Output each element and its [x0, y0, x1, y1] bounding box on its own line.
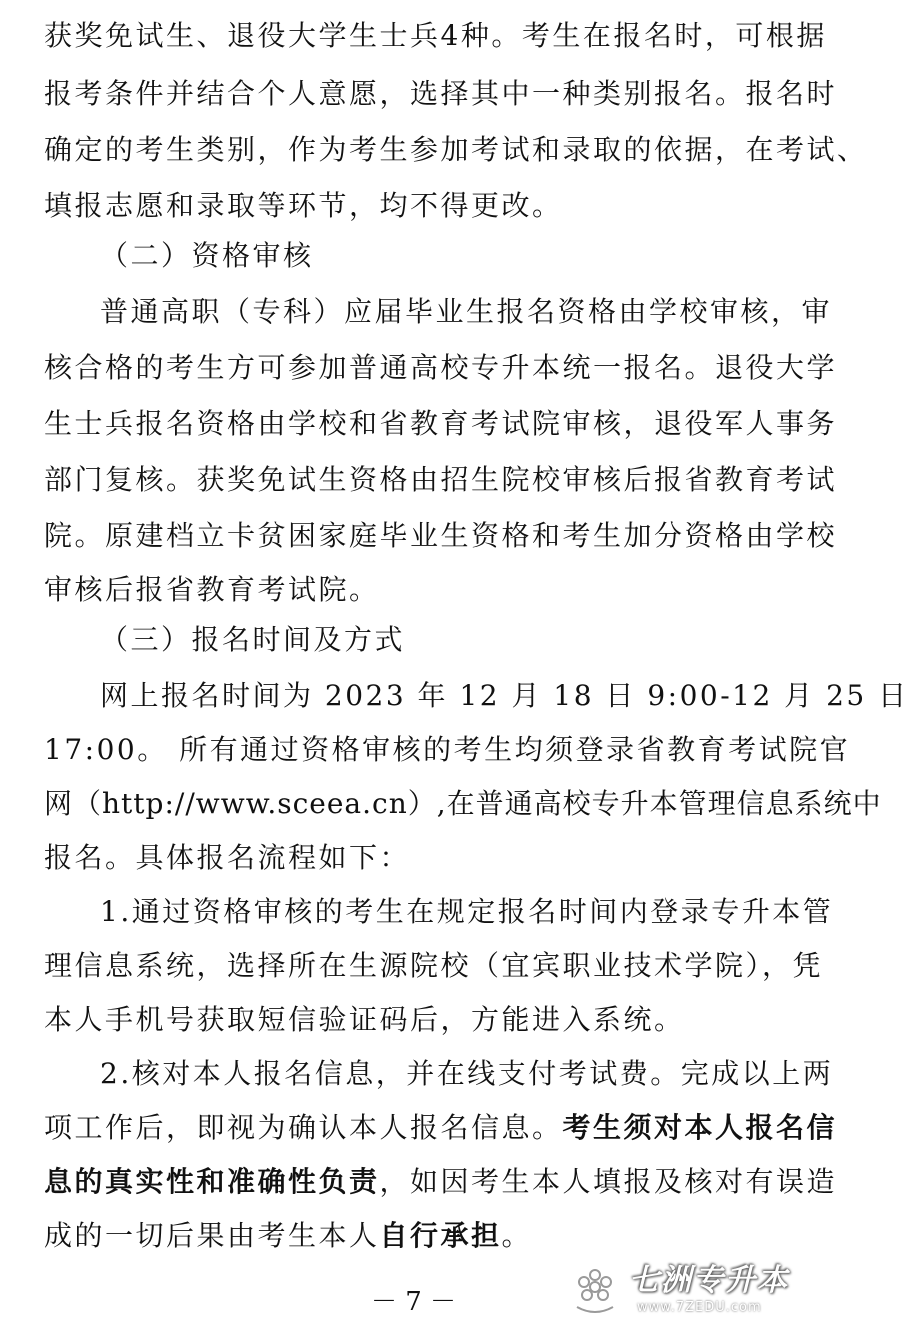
paragraph-4-line-1: 1.通过资格审核的考生在规定报名时间内登录专升本管	[100, 895, 834, 928]
paragraph-4-line-3: 本人手机号获取短信验证码后，方能进入系统。	[44, 1003, 685, 1036]
paragraph-2-line-6: 审核后报省教育考试院。	[44, 573, 380, 606]
paragraph-1-line-2: 报考条件并结合个人意愿，选择其中一种类别报名。报名时	[44, 77, 838, 110]
paragraph-1-line-4: 填报志愿和录取等环节，均不得更改。	[44, 189, 563, 222]
paragraph-5-line-4-text: 成的一切后果由考生本人	[44, 1219, 380, 1252]
section-heading-registration-time: （三）报名时间及方式	[100, 623, 406, 656]
paragraph-4-line-2: 理信息系统，选择所在生源院校（宜宾职业技术学院），凭	[44, 949, 824, 982]
watermark	[567, 1261, 817, 1321]
paragraph-5-line-1: 2.核对本人报名信息，并在线支付考试费。完成以上两	[100, 1057, 834, 1090]
paragraph-3-line-1: 网上报名时间为 2023 年 12 月 18 日 9:00-12 月 25 日	[100, 679, 909, 712]
paragraph-5-line-2-emphasis: 考生须对本人报名信	[562, 1111, 838, 1144]
paragraph-3-line-2: 17:00。 所有通过资格审核的考生均须登录省教育考试院官	[44, 733, 851, 766]
paragraph-1-line-3: 确定的考生类别，作为考生参加考试和录取的依据，在考试、	[44, 133, 868, 166]
flower-logo-icon	[567, 1263, 623, 1319]
paragraph-3-line-3: 网（http://www.sceea.cn）,在普通高校专升本管理信息系统中	[44, 787, 882, 820]
paragraph-5-line-3-text: ，如因考生本人填报及核对有误造	[379, 1165, 838, 1198]
paragraph-2-line-3: 生士兵报名资格由学校和省教育考试院审核，退役军人事务	[44, 407, 838, 440]
page-number: － 7 －	[370, 1287, 457, 1317]
section-heading-qualification-review: （二）资格审核	[100, 239, 314, 272]
paragraph-2-line-1: 普通高职（专科）应届毕业生报名资格由学校审核，审	[100, 295, 833, 328]
paragraph-5-line-3	[44, 1162, 837, 1202]
paragraph-5-line-4	[44, 1216, 532, 1256]
paragraph-5-line-2-text: 项工作后，即视为确认本人报名信息。	[44, 1111, 563, 1144]
paragraph-5-line-3-emphasis: 息的真实性和准确性负责	[44, 1165, 380, 1198]
paragraph-5-line-2	[44, 1108, 837, 1148]
paragraph-1-line-1: 获奖免试生、退役大学生士兵4种。考生在报名时，可根据	[44, 19, 827, 52]
watermark-brand: 七洲专升本	[629, 1263, 789, 1298]
paragraph-5-line-4-emphasis: 自行承担	[379, 1219, 502, 1252]
paragraph-2-line-2: 核合格的考生方可参加普通高校专升本统一报名。退役大学	[44, 351, 838, 384]
paragraph-5-line-4-end: 。	[501, 1219, 533, 1252]
paragraph-2-line-5: 院。原建档立卡贫困家庭毕业生资格和考生加分资格由学校	[44, 519, 838, 552]
paragraph-3-line-4: 报名。具体报名流程如下：	[44, 841, 411, 874]
paragraph-2-line-4: 部门复核。获奖免试生资格由招生院校审核后报省教育考试	[44, 463, 838, 496]
watermark-url: www.7ZEDU.com	[637, 1300, 762, 1315]
